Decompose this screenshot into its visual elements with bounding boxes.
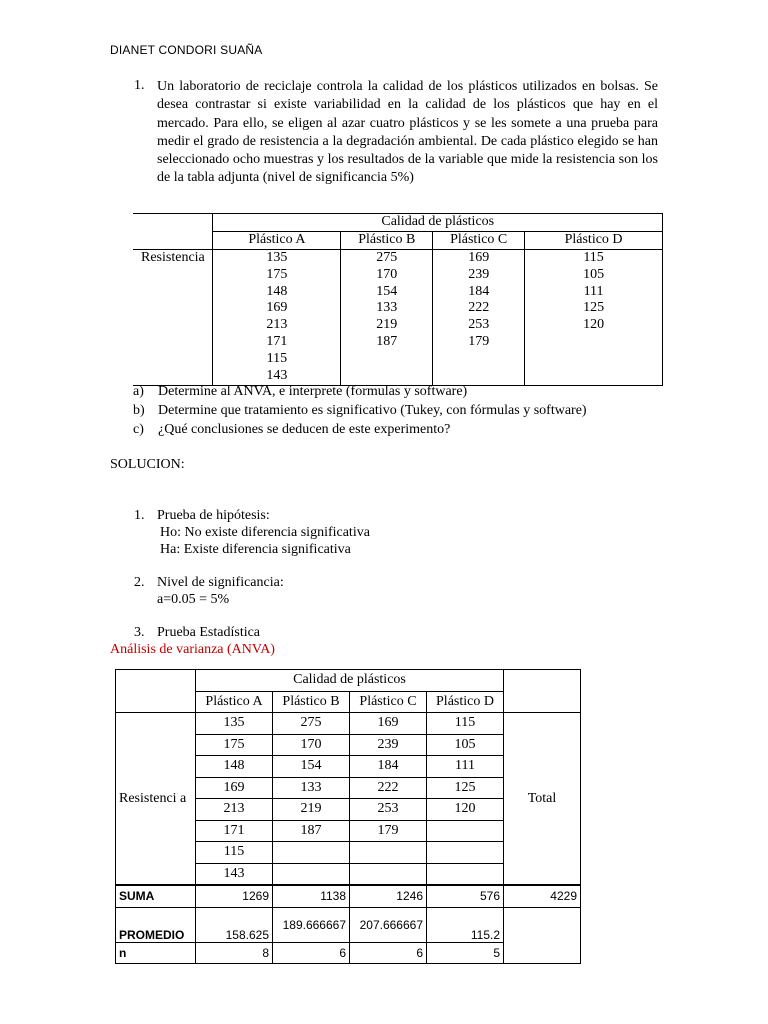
table-cell: [350, 863, 427, 885]
values-column: [525, 249, 663, 385]
table-cell: 169: [266, 300, 288, 316]
table-cell: 105: [583, 266, 605, 282]
values-column: [341, 249, 433, 385]
table-cell: 120: [583, 317, 605, 333]
table-cell: 275: [273, 713, 350, 735]
table-cell: 222: [350, 777, 427, 799]
author-name: DIANET CONDORI SUAÑA: [110, 43, 263, 57]
problem-statement: Un laboratorio de reciclaje controla la calidad de los plásticos utilizados en bolsas. Se desea contrastar si existe variabilidad en la calidad de los plásticos que hay en el mercado. Para ello, se eligen al azar cuatro plásticos y se les somete a una prueba para medir el grado de resistencia a la degradación ambiental. De cada plástico elegido se han seleccionado ocho muestras y los resultados de la variable que mide la resistencia son los de la tabla adjunta (nivel de significancia 5%): [157, 79, 658, 186]
table-cell: 133: [273, 777, 350, 799]
solution-heading: SOLUCION:: [110, 457, 185, 472]
step-title: Prueba Estadística: [157, 625, 261, 640]
n-value: 5: [427, 942, 504, 964]
table-cell: 120: [427, 799, 504, 821]
table-cell: 219: [273, 799, 350, 821]
table-cell: 105: [427, 734, 504, 756]
column-header: Plástico B: [341, 231, 433, 249]
column-header: Plástico D: [525, 231, 663, 249]
table-cell: 170: [376, 266, 398, 282]
table-cell: 179: [350, 820, 427, 842]
n-value: 6: [350, 942, 427, 964]
table-cell: [273, 842, 350, 864]
column-header: Plástico C: [433, 231, 525, 249]
table-cell: 184: [350, 756, 427, 778]
table-cell: 125: [427, 777, 504, 799]
table-cell: 239: [350, 734, 427, 756]
table-cell: 169: [350, 713, 427, 735]
hypothesis-alt: Ha: Existe diferencia significativa: [160, 542, 351, 557]
table-cell: 239: [468, 266, 490, 282]
table-cell: 275: [376, 249, 398, 265]
step-title: Prueba de hipótesis:: [157, 508, 270, 523]
table-cell: 143: [266, 368, 288, 384]
table-cell: 175: [196, 734, 273, 756]
table-cell: [427, 842, 504, 864]
suma-value: 576: [427, 885, 504, 907]
promedio-value: 189.666667: [273, 907, 350, 942]
suma-value: 1246: [350, 885, 427, 907]
step-title: Nivel de significancia:: [157, 575, 284, 590]
table-cell: 143: [196, 863, 273, 885]
table-cell: 154: [273, 756, 350, 778]
table-cell: 170: [273, 734, 350, 756]
column-header: Plástico A: [213, 231, 341, 249]
table-cell: 184: [468, 283, 490, 299]
table-cell: 171: [266, 334, 288, 350]
table-cell: 148: [266, 283, 288, 299]
table-cell: 213: [266, 317, 288, 333]
table-cell: [427, 863, 504, 885]
table-cell: 115: [583, 249, 604, 265]
table-cell: 253: [350, 799, 427, 821]
promedio-value: 207.666667: [350, 907, 427, 942]
step-number: 1.: [134, 508, 145, 523]
table-cell: 133: [376, 300, 398, 316]
table-cell: 179: [468, 334, 490, 350]
anva-table: [115, 669, 581, 964]
row-label: Resistenci a: [116, 713, 196, 886]
promedio-value: 158.625: [196, 907, 273, 942]
table-cell: 115: [266, 351, 288, 367]
values-column: [213, 249, 341, 385]
table-cell: 115: [427, 713, 504, 735]
hypothesis-null: Ho: No existe diferencia significativa: [160, 525, 370, 540]
table-group-header: Calidad de plásticos: [213, 214, 663, 232]
anva-title: Análisis de varianza (ANVA): [110, 642, 275, 657]
column-header: Plástico D: [427, 691, 504, 713]
table-cell: 175: [266, 266, 288, 282]
table-cell: [350, 842, 427, 864]
column-header: Plástico C: [350, 691, 427, 713]
suma-total: 4229: [504, 885, 581, 907]
step-number: 2.: [134, 575, 145, 590]
suma-label: SUMA: [116, 885, 196, 907]
suma-value: 1269: [196, 885, 273, 907]
values-column: [433, 249, 525, 385]
table-cell: 135: [196, 713, 273, 735]
data-table: [133, 213, 663, 386]
n-label: n: [116, 942, 196, 964]
column-header: Plástico A: [196, 691, 273, 713]
table-cell: [427, 820, 504, 842]
table-cell: 115: [196, 842, 273, 864]
promedio-value: 115.2: [427, 907, 504, 942]
step-number: 3.: [134, 625, 145, 640]
table-cell: 135: [266, 249, 288, 265]
table-cell: 213: [196, 799, 273, 821]
table-cell: 171: [196, 820, 273, 842]
total-label: Total: [504, 713, 581, 886]
table-cell: 154: [376, 283, 398, 299]
table-cell: [273, 863, 350, 885]
table-cell: 111: [427, 756, 504, 778]
suma-value: 1138: [273, 885, 350, 907]
table-cell: 111: [583, 283, 604, 299]
table-cell: 253: [468, 317, 490, 333]
promedio-label: PROMEDIO: [116, 907, 196, 942]
table-group-header: Calidad de plásticos: [196, 670, 504, 692]
n-value: 8: [196, 942, 273, 964]
column-header: Plástico B: [273, 691, 350, 713]
row-label: Resistencia: [133, 249, 213, 385]
table-cell: 219: [376, 317, 398, 333]
table-cell: 125: [583, 300, 605, 316]
significance-value: a=0.05 = 5%: [157, 592, 230, 607]
table-cell: 222: [468, 300, 490, 316]
table-cell: 187: [376, 334, 398, 350]
table-cell: 169: [196, 777, 273, 799]
n-value: 6: [273, 942, 350, 964]
table-cell: 187: [273, 820, 350, 842]
table-cell: 169: [468, 249, 490, 265]
table-cell: 148: [196, 756, 273, 778]
problem-number: 1.: [134, 78, 145, 93]
